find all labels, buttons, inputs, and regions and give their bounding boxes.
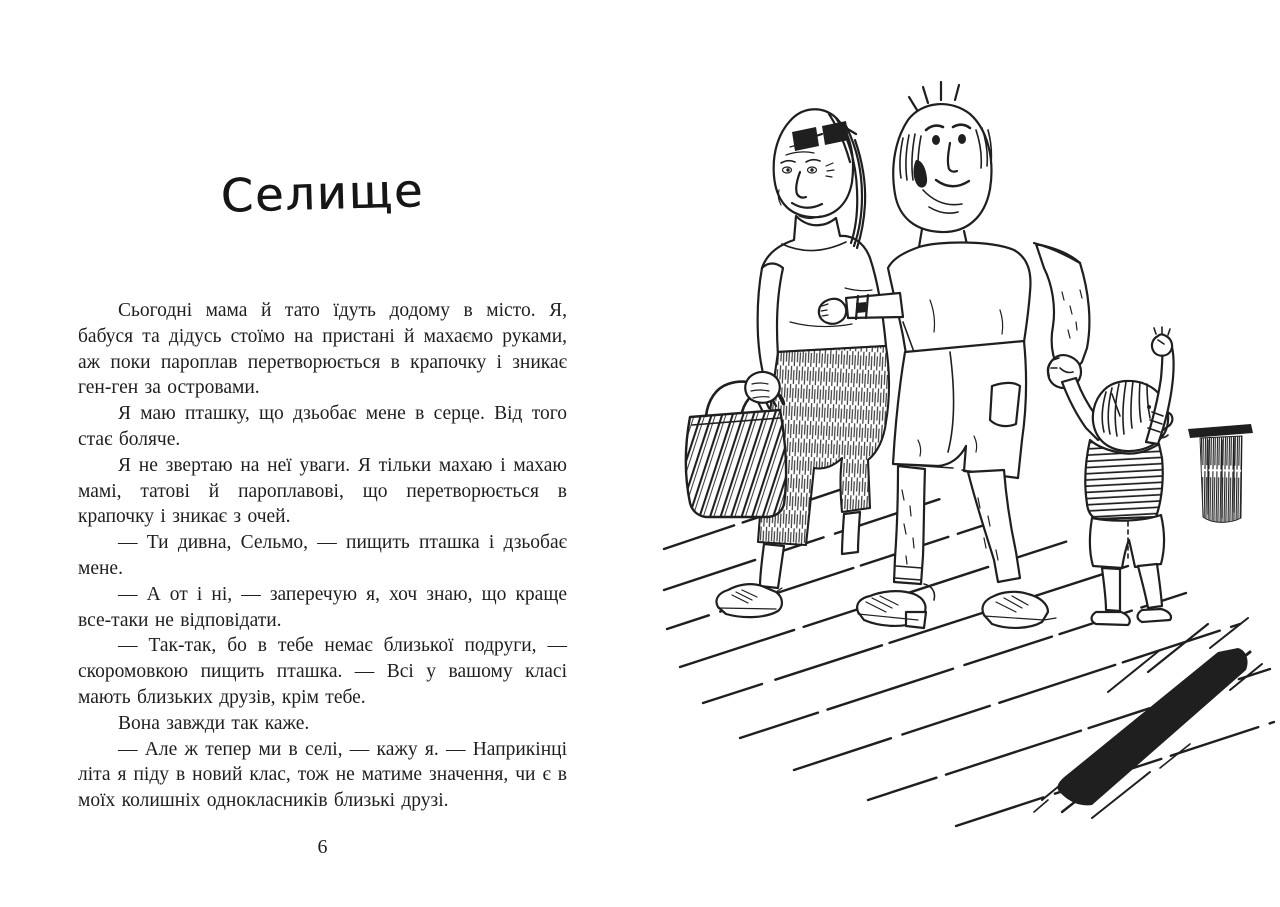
paragraph: — Так-так, бо в тебе немає близької подруги, — скоромовкою пищить пташка. — Всі у вашому класі мають близьких друзів, крім тебе. [78,635,567,708]
child-raised-hand [1152,335,1172,356]
paragraph: Я маю пташку, що дзьобає мене в серце. Від того стає боляче. [78,403,567,450]
paragraph: Вона завжди так каже. [118,712,310,734]
paragraph: Я не звертаю на неї уваги. Я тільки махаю і махаю мамі, татові й пароплавові, що перетворюється в крапочку і зникає з очей. [78,454,567,528]
mother-figure [716,109,889,617]
mother-hand [745,372,780,403]
paragraph: — Але ж тепер ми в селі, — кажу я. — Наприкінці літа я піду в новий клас, тож не матиме значення, чи є в моїх колишніх однокласників близькі друзі. [78,738,567,812]
family-walking-illustration [640,0,1280,880]
mother-sneaker [716,584,781,617]
body-text [78,298,567,814]
paragraph: — А от і ні, — заперечую я, хоч знаю, що краще все-таки не відповідати. [78,583,567,631]
paragraph: Сьогодні мама й тато їдуть додому в місто. Я, бабуся та дідусь стоїмо на пристані й махаємо руками, аж поки пароплав перетворюється в крапочку і зникає ген-ген за островами. [78,300,567,399]
paragraph: — Ти дивна, Сельмо, — пищить пташка і дзьобає мене. [78,532,567,579]
pier-shadow [1034,618,1262,818]
bollard [1188,424,1253,522]
text-column [78,163,567,814]
pier-planks [664,479,1274,826]
chapter-title: Селище [220,163,425,223]
tote-bag [686,372,786,517]
page-number: 6 [317,836,328,858]
